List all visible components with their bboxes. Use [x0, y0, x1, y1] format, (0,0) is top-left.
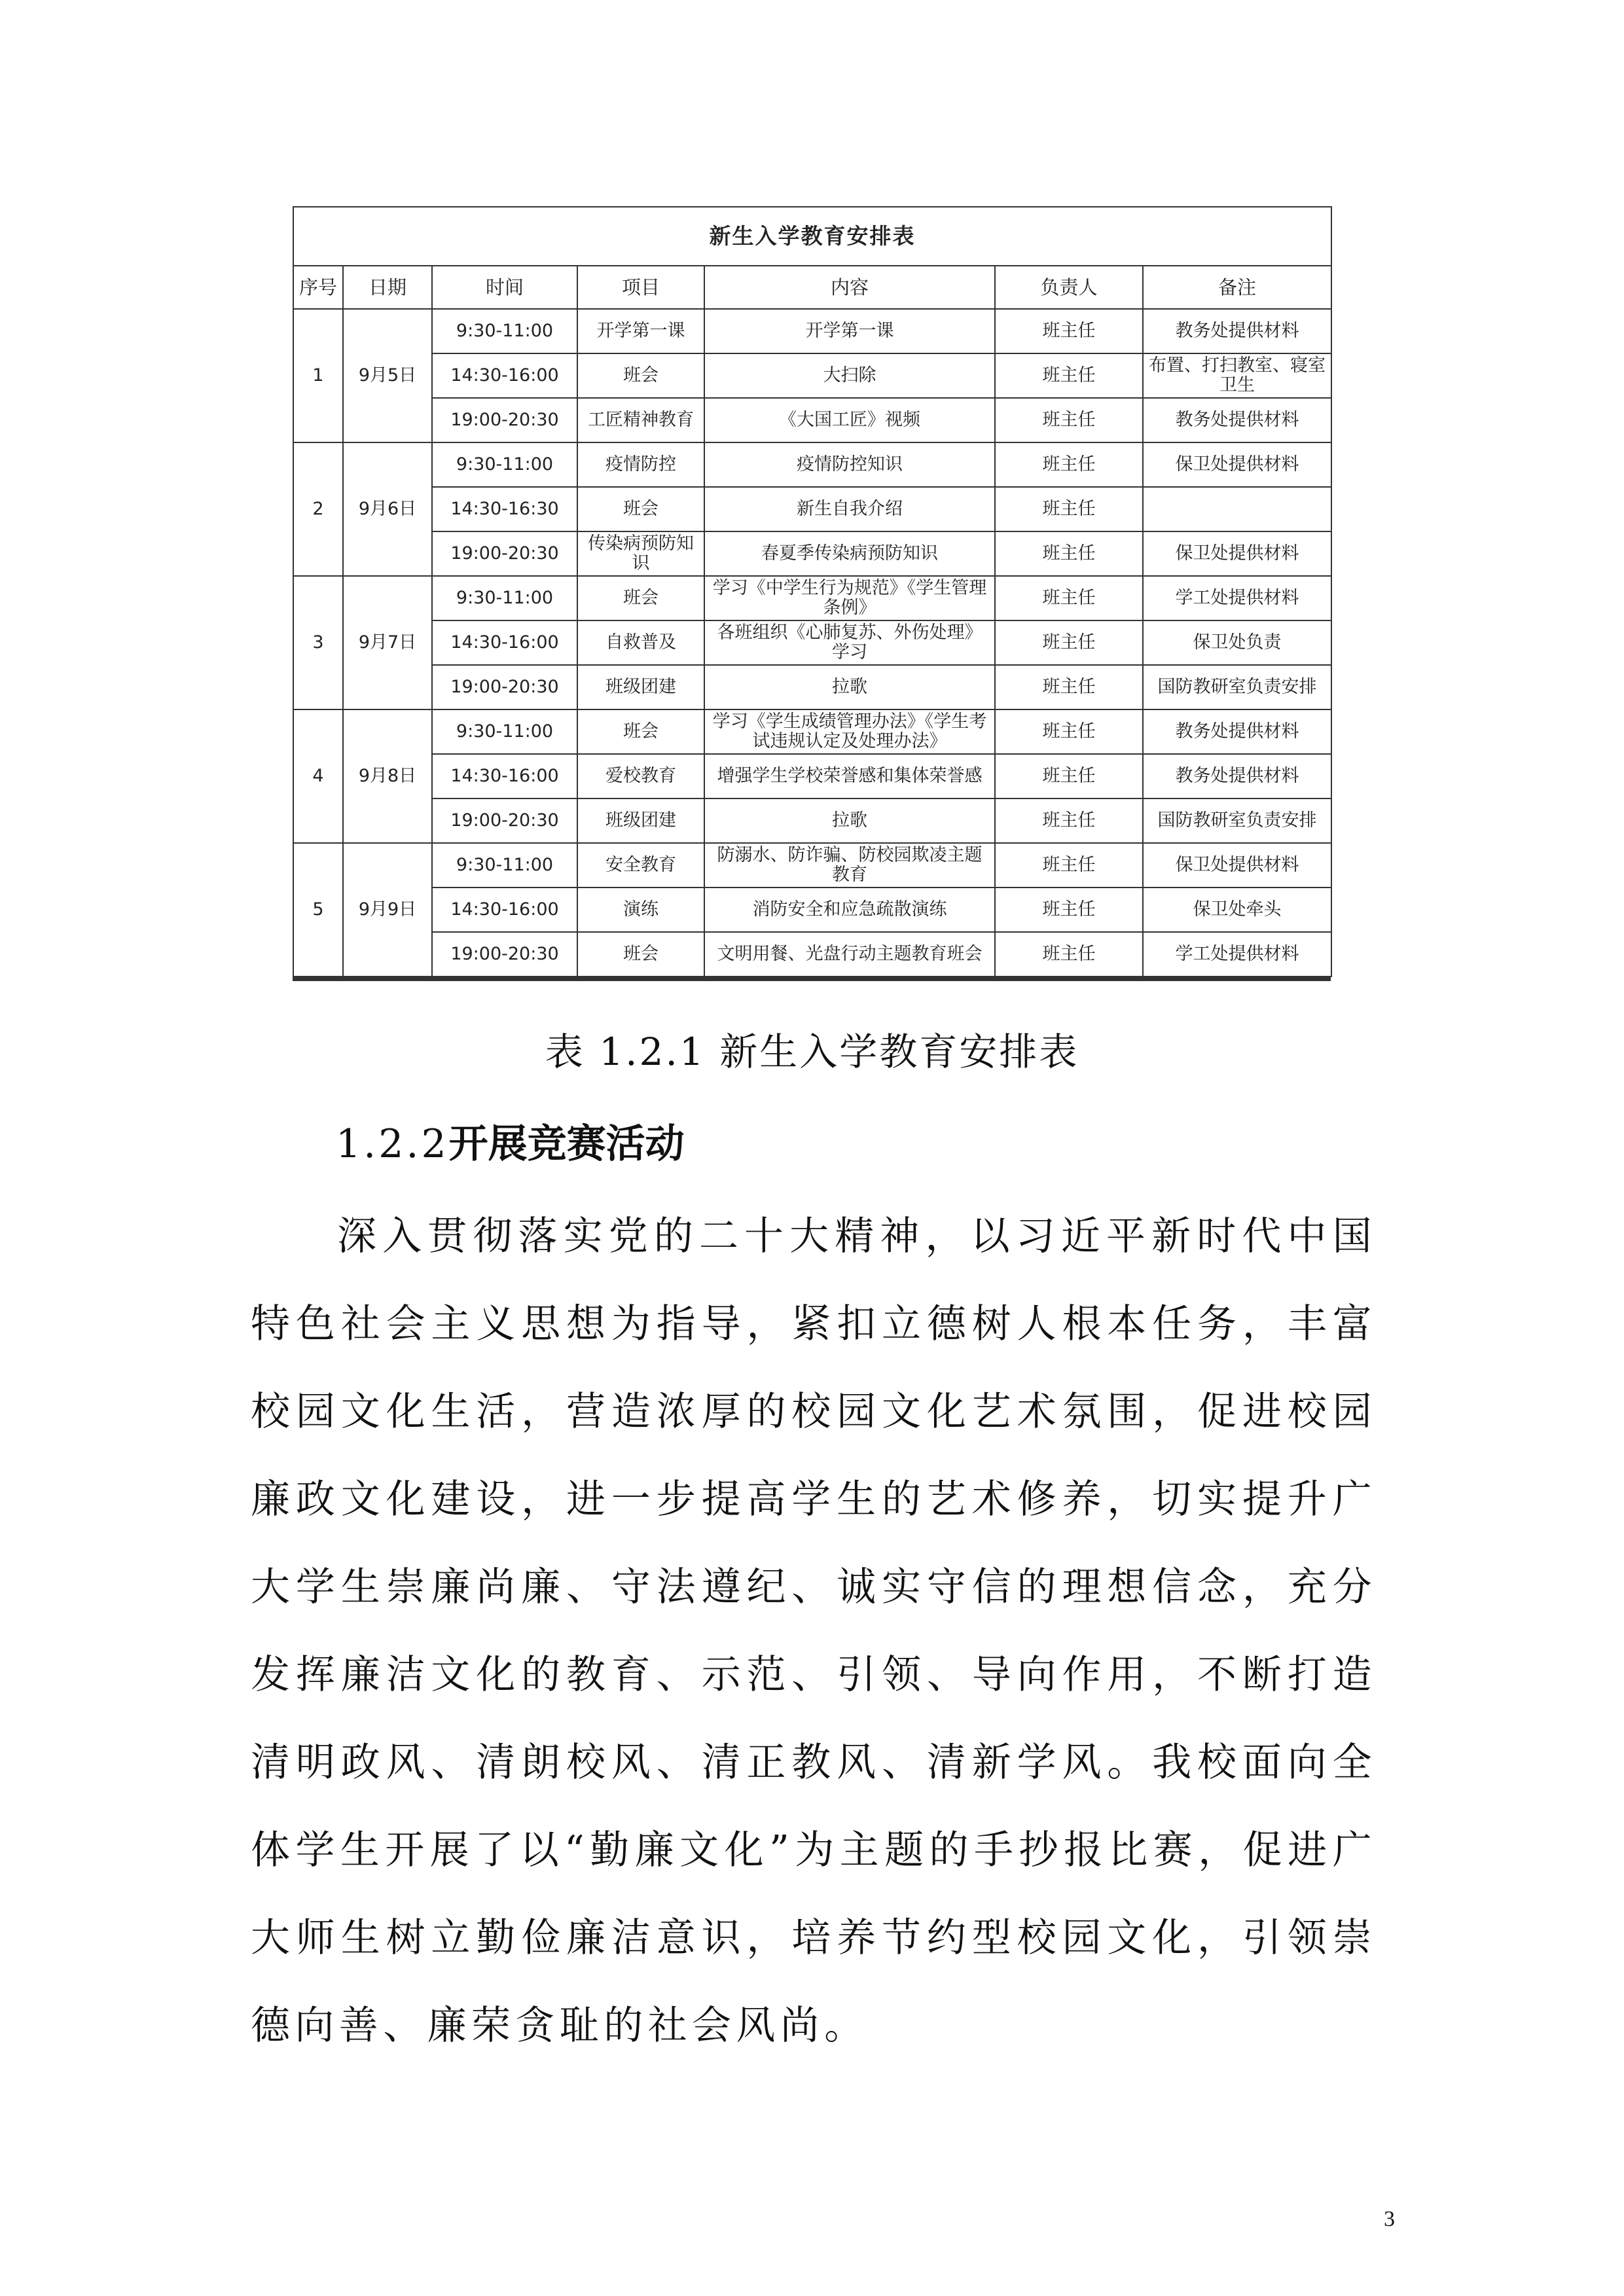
item-cell: 班会 — [577, 487, 704, 531]
table-row — [293, 576, 1331, 620]
table-body — [293, 309, 1331, 977]
schedule-table-frame — [293, 206, 1331, 981]
table-row — [293, 665, 1331, 709]
seq-cell: 3 — [293, 576, 343, 709]
table-row — [293, 620, 1331, 665]
date-cell: 9月7日 — [343, 576, 432, 709]
section-number: 1.2.2 — [336, 1121, 449, 1167]
table-row — [293, 309, 1331, 353]
owner-cell: 班主任 — [995, 487, 1143, 531]
time-cell: 14:30-16:00 — [432, 353, 577, 398]
note-cell: 国防教研室负责安排 — [1143, 665, 1331, 709]
table-bottom-rule — [293, 977, 1331, 981]
content-cell: 消防安全和应急疏散演练 — [704, 888, 995, 932]
note-cell — [1143, 487, 1331, 531]
table-row — [293, 843, 1331, 888]
seq-cell: 4 — [293, 709, 343, 843]
time-cell: 19:00-20:30 — [432, 932, 577, 977]
content-cell: 大扫除 — [704, 353, 995, 398]
section-heading — [336, 1113, 685, 1169]
header-cell: 序号 — [293, 266, 343, 309]
item-cell: 开学第一课 — [577, 309, 704, 353]
table-title: 新生入学教育安排表 — [293, 207, 1331, 266]
note-cell: 教务处提供材料 — [1143, 309, 1331, 353]
content-cell: 学习《中学生行为规范》《学生管理条例》 — [704, 576, 995, 620]
note-cell: 保卫处提供材料 — [1143, 442, 1331, 487]
table-caption: 表 1.2.1 新生入学教育安排表 — [545, 1030, 1079, 1074]
header-cell: 负责人 — [995, 266, 1143, 309]
time-cell: 9:30-11:00 — [432, 843, 577, 888]
header-cell: 内容 — [704, 266, 995, 309]
owner-cell: 班主任 — [995, 309, 1143, 353]
time-cell: 9:30-11:00 — [432, 442, 577, 487]
content-cell: 《大国工匠》视频 — [704, 398, 995, 442]
item-cell: 自救普及 — [577, 620, 704, 665]
time-cell: 9:30-11:00 — [432, 309, 577, 353]
content-cell: 拉歌 — [704, 798, 995, 843]
owner-cell: 班主任 — [995, 709, 1143, 754]
note-cell: 教务处提供材料 — [1143, 754, 1331, 798]
content-cell: 文明用餐、光盘行动主题教育班会 — [704, 932, 995, 977]
date-cell: 9月9日 — [343, 843, 432, 977]
note-cell: 保卫处牵头 — [1143, 888, 1331, 932]
header-cell: 项目 — [577, 266, 704, 309]
content-cell: 学习《学生成绩管理办法》《学生考试违规认定及处理办法》 — [704, 709, 995, 754]
date-cell: 9月5日 — [343, 309, 432, 442]
owner-cell: 班主任 — [995, 576, 1143, 620]
item-cell: 爱校教育 — [577, 754, 704, 798]
item-cell: 安全教育 — [577, 843, 704, 888]
content-cell: 春夏季传染病预防知识 — [704, 531, 995, 576]
table-row — [293, 353, 1331, 398]
header-cell: 日期 — [343, 266, 432, 309]
item-cell: 班级团建 — [577, 798, 704, 843]
table-row — [293, 888, 1331, 932]
note-cell: 保卫处负责 — [1143, 620, 1331, 665]
item-cell: 班会 — [577, 353, 704, 398]
item-cell: 班会 — [577, 709, 704, 754]
owner-cell: 班主任 — [995, 798, 1143, 843]
note-cell: 学工处提供材料 — [1143, 932, 1331, 977]
note-cell: 学工处提供材料 — [1143, 576, 1331, 620]
table-row — [293, 442, 1331, 487]
note-cell: 教务处提供材料 — [1143, 709, 1331, 754]
header-cell: 时间 — [432, 266, 577, 309]
item-cell: 疫情防控 — [577, 442, 704, 487]
header-cell: 备注 — [1143, 266, 1331, 309]
note-cell: 教务处提供材料 — [1143, 398, 1331, 442]
schedule-table — [293, 206, 1332, 977]
note-cell: 保卫处提供材料 — [1143, 531, 1331, 576]
time-cell: 9:30-11:00 — [432, 576, 577, 620]
time-cell: 19:00-20:30 — [432, 665, 577, 709]
table-row — [293, 754, 1331, 798]
table-row — [293, 487, 1331, 531]
table-header-row — [293, 266, 1331, 309]
section-title: 开展竞赛活动 — [448, 1121, 685, 1167]
owner-cell: 班主任 — [995, 888, 1143, 932]
table-row — [293, 932, 1331, 977]
time-cell: 14:30-16:00 — [432, 888, 577, 932]
content-cell: 增强学生学校荣誉感和集体荣誉感 — [704, 754, 995, 798]
owner-cell: 班主任 — [995, 442, 1143, 487]
seq-cell: 5 — [293, 843, 343, 977]
time-cell: 19:00-20:30 — [432, 531, 577, 576]
date-cell: 9月6日 — [343, 442, 432, 576]
item-cell: 传染病预防知识 — [577, 531, 704, 576]
time-cell: 14:30-16:00 — [432, 620, 577, 665]
owner-cell: 班主任 — [995, 398, 1143, 442]
time-cell: 19:00-20:30 — [432, 398, 577, 442]
item-cell: 工匠精神教育 — [577, 398, 704, 442]
time-cell: 9:30-11:00 — [432, 709, 577, 754]
table-row — [293, 398, 1331, 442]
table-row — [293, 798, 1331, 843]
seq-cell: 2 — [293, 442, 343, 576]
content-cell: 开学第一课 — [704, 309, 995, 353]
time-cell: 19:00-20:30 — [432, 798, 577, 843]
item-cell: 班会 — [577, 932, 704, 977]
page-number: 3 — [1384, 2207, 1395, 2231]
content-cell: 疫情防控知识 — [704, 442, 995, 487]
owner-cell: 班主任 — [995, 353, 1143, 398]
body-paragraph: 深入贯彻落实党的二十大精神，以习近平新时代中国特色社会主义思想为指导，紧扣立德树人根本任务，丰富校园文化生活，营造浓厚的校园文化艺术氛围，促进校园廉政文化建设，进一步提高学生的艺术修养，切实提升广大学生崇廉尚廉、守法遵纪、诚实守信的理想信念，充分发挥廉洁文化的教育、示范、引领、导向作用，不断打造清明政风、清朗校风、清正教风、清新学风。我校面向全体学生开展了以“勤廉文化”为主题的手抄报比赛，促进广大师生树立勤俭廉洁意识，培养节约型校园文化，引领崇德向善、廉荣贪耻的社会风尚。 — [251, 1213, 1377, 2049]
owner-cell: 班主任 — [995, 620, 1143, 665]
table-row — [293, 531, 1331, 576]
content-cell: 各班组织《心肺复苏、外伤处理》学习 — [704, 620, 995, 665]
item-cell: 演练 — [577, 888, 704, 932]
content-cell: 拉歌 — [704, 665, 995, 709]
item-cell: 班会 — [577, 576, 704, 620]
time-cell: 14:30-16:00 — [432, 754, 577, 798]
seq-cell: 1 — [293, 309, 343, 442]
note-cell: 布置、打扫教室、寝室卫生 — [1143, 353, 1331, 398]
content-cell: 防溺水、防诈骗、防校园欺凌主题教育 — [704, 843, 995, 888]
note-cell: 保卫处提供材料 — [1143, 843, 1331, 888]
owner-cell: 班主任 — [995, 843, 1143, 888]
time-cell: 14:30-16:30 — [432, 487, 577, 531]
owner-cell: 班主任 — [995, 754, 1143, 798]
owner-cell: 班主任 — [995, 665, 1143, 709]
table-row — [293, 709, 1331, 754]
owner-cell: 班主任 — [995, 932, 1143, 977]
note-cell: 国防教研室负责安排 — [1143, 798, 1331, 843]
date-cell: 9月8日 — [343, 709, 432, 843]
item-cell: 班级团建 — [577, 665, 704, 709]
content-cell: 新生自我介绍 — [704, 487, 995, 531]
owner-cell: 班主任 — [995, 531, 1143, 576]
